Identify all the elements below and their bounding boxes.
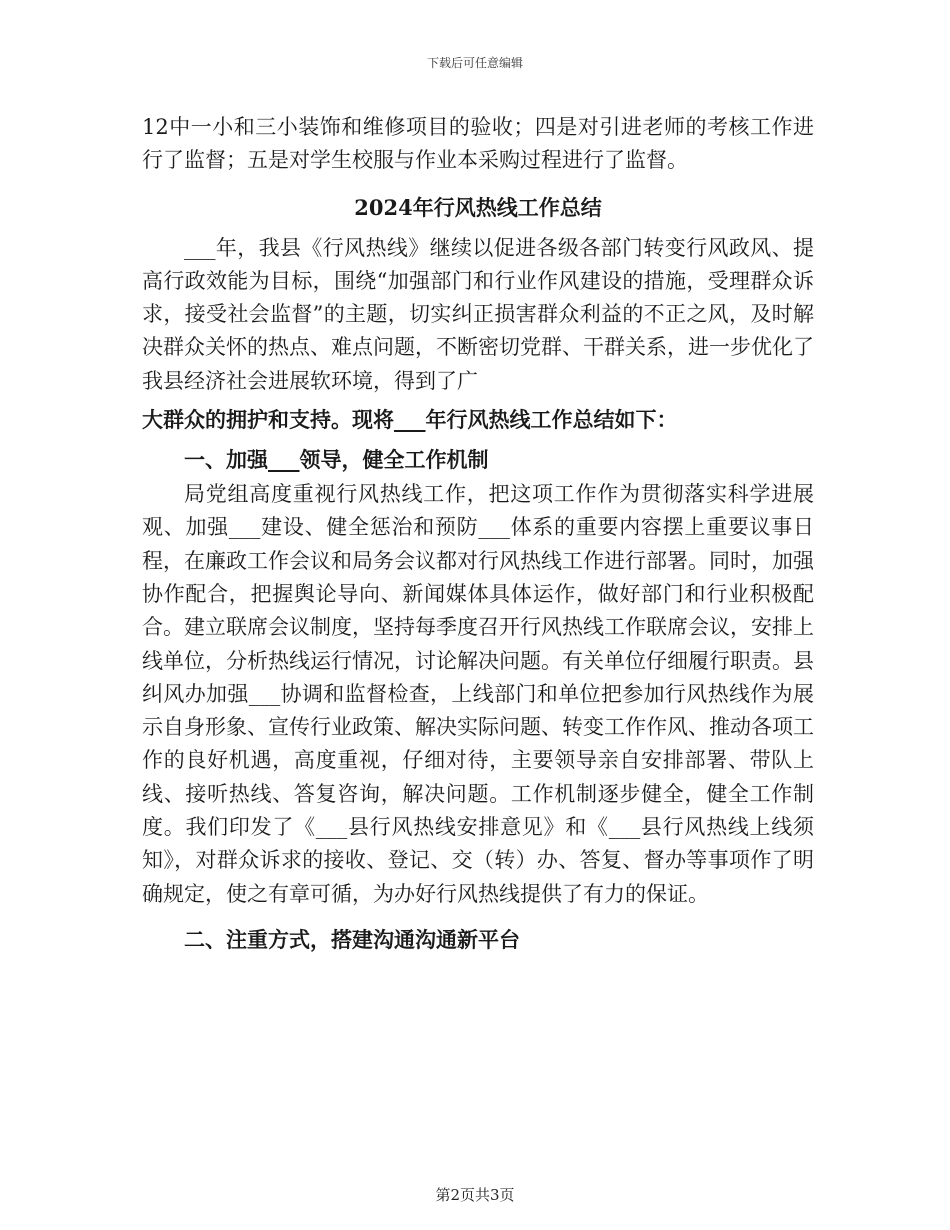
section-1-heading: 一、加强___领导，健全工作机制 xyxy=(184,447,489,473)
continued-paragraph: 12中一小和三小装饰和维修项目的验收；四是对引进老师的考核工作进行了监督；五是对学生校服与作业本采购过程进行了监督。 xyxy=(142,115,814,173)
section-1-paragraph: 局党组高度重视行风热线工作，把这项工作作为贯彻落实科学进展观、加强___建设、健全惩治和预防___体系的重要内容摆上重要议事日程，在廉政工作会议和局务会议都对行风热线工作进行部署。同时，加强协作配合，把握舆论导向、新闻媒体具体运作，做好部门和行业积极配合。建立联席会议制度，坚持每季度召开行风热线工作联席会议，安排上线单位，分析热线运行情况，讨论解决问题。有关单位仔细履行职责。县纠风办加强___协调和监督检查，上线部门和单位把参加行风热线作为展示自身形象、宣传行业政策、解决实际问题、转变工作作风、推动各项工作的良好机遇，高度重视，仔细对待，主要领导亲自安排部署、带队上线、接听热线、答复咨询，解决问题。工作机制逐步健全，健全工作制度。我们印发了《___县行风热线安排意见》和《___县行风热线上线须知》，对群众诉求的接收、登记、交（转）办、答复、督办等事项作了明确规定，使之有章可循，为办好行风热线提供了有力的保证。 xyxy=(142,482,814,906)
section-2-heading: 二、注重方式，搭建沟通沟通新平台 xyxy=(184,926,520,952)
summary-lead-line: 大群众的拥护和支持。现将___年行风热线工作总结如下： xyxy=(142,407,678,433)
intro-paragraph: ___年，我县《行风热线》继续以促进各级各部门转变行风政风、提高行政效能为目标，围绕“加强部门和行业作风建设的措施，受理群众诉求，接受社会监督”的主题，切实纠正损害群众利益的不正之风，及时解决群众关怀的热点、难点问题，不断密切党群、干群关系，进一步优化了我县经济社会进展软环境，得到了广 xyxy=(142,235,814,393)
page-header: 下载后可任意编辑 xyxy=(426,56,523,70)
document-title: 2024年行风热线工作总结 xyxy=(354,194,602,220)
document-body xyxy=(142,111,814,958)
page-footer: 第2页共3页 xyxy=(435,1186,515,1204)
